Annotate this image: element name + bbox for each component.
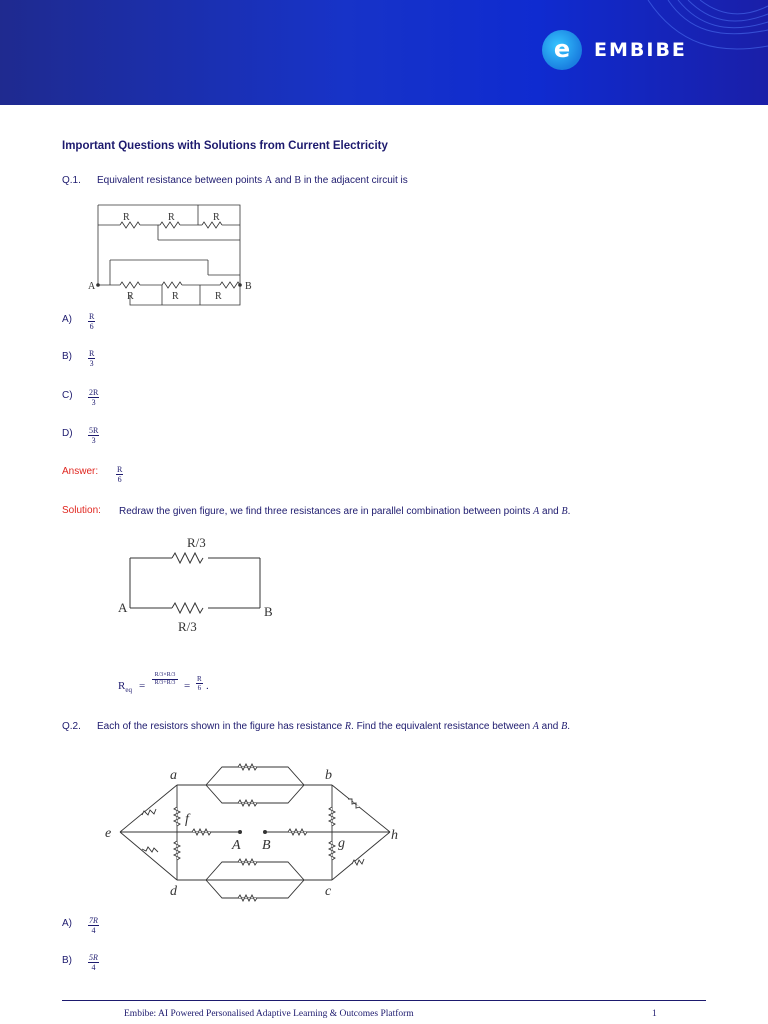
q1-text-before: Equivalent resistance between points <box>97 175 265 186</box>
solution-label-bottom: R/3 <box>178 619 197 634</box>
node-label-d: d <box>170 884 177 899</box>
q1-option-a-value[interactable] <box>88 312 95 331</box>
q1-option-d-label[interactable]: D) <box>62 428 73 439</box>
q1-number: Q.1. <box>62 175 81 186</box>
q2-option-a-label[interactable]: A) <box>62 918 72 929</box>
q1-circuit-diagram <box>90 200 265 310</box>
req-num-r1: R <box>154 672 159 678</box>
q1-option-b-label[interactable]: B) <box>62 351 72 362</box>
q2-r: R <box>344 721 352 732</box>
brand-name: EMBIBE <box>594 39 687 61</box>
req-label: R <box>118 680 126 692</box>
q1-answer-value <box>116 465 123 484</box>
req-den-31: 3 <box>160 680 164 686</box>
q2-option-a-den: 4 <box>91 926 96 935</box>
q1-label-r1: R <box>123 212 130 223</box>
req-equals: = <box>139 680 146 692</box>
q1-label-r2: R <box>168 212 175 223</box>
q1-answer-label: Answer: <box>62 466 99 477</box>
req-plus: + <box>163 680 167 686</box>
q2-number: Q.2. <box>62 721 81 732</box>
q2-option-b-num: 5R <box>89 953 98 962</box>
q1-text <box>97 175 408 186</box>
req-den-32: 3 <box>172 680 176 686</box>
solution-label-b: B <box>264 604 273 619</box>
req-times: × <box>163 672 167 678</box>
node-label-f: f <box>185 812 189 827</box>
solution-point-b: B <box>561 506 568 517</box>
header-banner <box>0 0 768 105</box>
q1-point-a: A <box>264 175 273 186</box>
req-result <box>196 675 203 692</box>
solution-point-a: A <box>533 506 540 517</box>
logo-letter: e <box>553 34 571 63</box>
q1-text-mid: and <box>272 175 295 186</box>
footer-text: Embibe: AI Powered Personalised Adaptive Learning & Outcomes Platform <box>124 1009 414 1019</box>
q1-option-d-num: 5R <box>89 426 99 435</box>
q1-solution-figure <box>110 530 290 640</box>
page-title: Important Questions with Solutions from Current Electricity <box>62 140 388 152</box>
req-period: . <box>206 680 209 692</box>
q1-option-a-den: 6 <box>89 322 94 331</box>
q1-answer-den: 6 <box>117 475 122 484</box>
q1-label-r6: R <box>215 291 222 302</box>
q1-option-d-value[interactable] <box>88 426 99 445</box>
req-fraction: R/3×R/3 R/3+R/3 <box>152 672 178 687</box>
embibe-logo-icon <box>542 30 582 70</box>
q1-option-b-den: 3 <box>89 359 94 368</box>
q1-option-d-den: 3 <box>91 436 96 445</box>
q1-option-c-label[interactable]: C) <box>62 390 73 401</box>
q1-text-after: in the adjacent circuit is <box>301 175 408 186</box>
node-label-B: B <box>262 838 271 853</box>
q1-solution-text <box>119 506 570 517</box>
node-label-h: h <box>391 828 398 843</box>
q2-option-b-label[interactable]: B) <box>62 955 72 966</box>
q2-text-after: . <box>567 721 571 732</box>
q1-option-c-den: 3 <box>91 398 96 407</box>
req-num-32: 3 <box>172 672 176 678</box>
req-equals-2: = <box>184 680 191 692</box>
q2-point-a: A <box>532 721 539 732</box>
q2-text-mid2: and <box>538 721 562 732</box>
q1-option-c-value[interactable] <box>88 388 99 407</box>
req-num-31: 3 <box>160 672 164 678</box>
req-den-r1: R <box>154 680 159 686</box>
q2-option-b-den: 4 <box>91 963 96 972</box>
q2-text-before: Each of the resistors shown in the figure has resistance <box>97 721 345 732</box>
node-label-e: e <box>105 826 112 841</box>
q1-option-b-num: R <box>89 349 95 358</box>
q1-answer-num: R <box>117 465 123 474</box>
req-result-num: R <box>197 675 202 683</box>
solution-label-top: R/3 <box>187 535 206 550</box>
node-label-a: a <box>170 768 177 783</box>
node-label-g: g <box>338 836 345 851</box>
q2-option-a-value[interactable] <box>88 916 99 935</box>
q2-circuit-diagram <box>100 755 410 915</box>
q1-solution-label: Solution: <box>62 505 101 516</box>
req-num-r2: R <box>166 672 171 678</box>
req-sub: eq <box>125 686 132 695</box>
q2-option-b-value[interactable] <box>88 953 99 972</box>
solution-text-after: . <box>567 506 571 517</box>
q1-label-r4: R <box>127 291 134 302</box>
node-label-b: b <box>325 768 332 783</box>
q1-label-r5: R <box>172 291 179 302</box>
q1-option-c-num: 2R <box>89 388 99 397</box>
embibe-logo <box>542 30 687 70</box>
req-result-den: 6 <box>197 684 202 692</box>
q2-text <box>97 721 570 732</box>
q1-option-a-num: R <box>89 312 95 321</box>
node-label-A: A <box>232 838 241 853</box>
footer-divider <box>62 1000 706 1001</box>
page-number: 1 <box>652 1009 657 1019</box>
q1-label-r3: R <box>213 212 220 223</box>
solution-text-before: Redraw the given figure, we find three resistances are in parallel combination between points <box>119 506 534 517</box>
q1-option-b-value[interactable] <box>88 349 95 368</box>
q1-label-b: B <box>245 281 252 292</box>
solution-text-mid: and <box>539 506 562 517</box>
q2-option-a-num: 7R <box>89 916 98 925</box>
q2-text-mid: . Find the equivalent resistance between <box>351 721 533 732</box>
solution-label-a: A <box>118 600 128 615</box>
req-den-r2: R <box>166 680 171 686</box>
q1-label-a: A <box>88 281 96 292</box>
node-label-c: c <box>325 884 332 899</box>
q2-point-b: B <box>561 721 568 732</box>
q1-point-b: B <box>294 175 302 186</box>
q1-option-a-label[interactable]: A) <box>62 314 72 325</box>
